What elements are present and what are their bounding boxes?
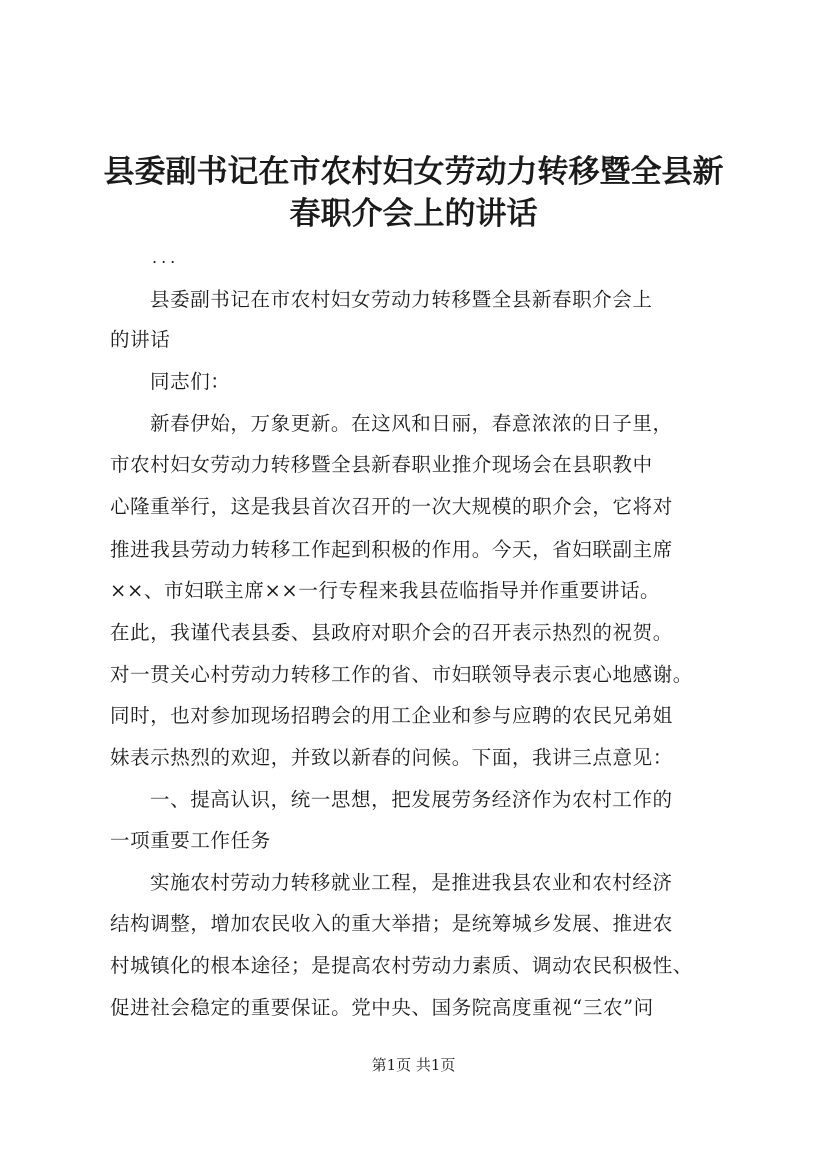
body-line: 结构调整，增加农民收入的重大举措；是统筹城乡发展、推进农	[110, 912, 673, 935]
body-line: 促进社会稳定的重要保证。党中央、国务院高度重视“三农”问	[110, 996, 654, 1019]
section-heading: 一项重要工作任务	[110, 829, 271, 852]
body-line: 实施农村劳动力转移就业工程，是推进我县农业和农村经济	[150, 871, 673, 894]
body-line: 市农村妇女劳动力转移暨全县新春职业推介现场会在县职教中	[110, 453, 653, 476]
body-line: 县委副书记在市农村妇女劳动力转移暨全县新春职介会上	[150, 288, 653, 311]
body-line: 村城镇化的根本途径；是提高农村劳动力素质、调动农民积极性、	[110, 954, 693, 977]
body-line: 新春伊始，万象更新。在这风和日丽，春意浓浓的日子里，	[150, 412, 673, 435]
document-title-line-1: 县委副书记在市农村妇女劳动力转移暨全县新	[103, 154, 724, 190]
body-line: 对一贯关心村劳动力转移工作的省、市妇联领导表示衷心地感谢。	[110, 663, 693, 686]
page-footer: 第1页 共1页	[371, 1056, 456, 1074]
body-line: 同时，也对参加现场招聘会的用工企业和参与应聘的农民兄弟姐	[110, 704, 673, 727]
salutation: 同志们：	[150, 370, 231, 393]
body-line: 妹表示热烈的欢迎，并致以新春的问候。下面，我讲三点意见：	[110, 746, 673, 769]
body-line: 推进我县劳动力转移工作起到积极的作用。今天，省妇联副主席	[110, 538, 673, 561]
body-line: ××、市妇联主席××一行专程来我县莅临指导并作重要讲话。	[110, 579, 661, 602]
section-heading: 一、提高认识，统一思想，把发展劳务经济作为农村工作的	[150, 788, 673, 811]
document-title-line-2: 春职介会上的讲话	[289, 196, 538, 232]
body-line: 心隆重举行，这是我县首次召开的一次大规模的职介会，它将对	[110, 495, 673, 518]
body-line: 在此，我谨代表县委、县政府对职介会的召开表示热烈的祝贺。	[110, 621, 673, 644]
body-line: 的讲话	[110, 328, 171, 351]
ellipsis-marker: ...	[152, 248, 180, 267]
